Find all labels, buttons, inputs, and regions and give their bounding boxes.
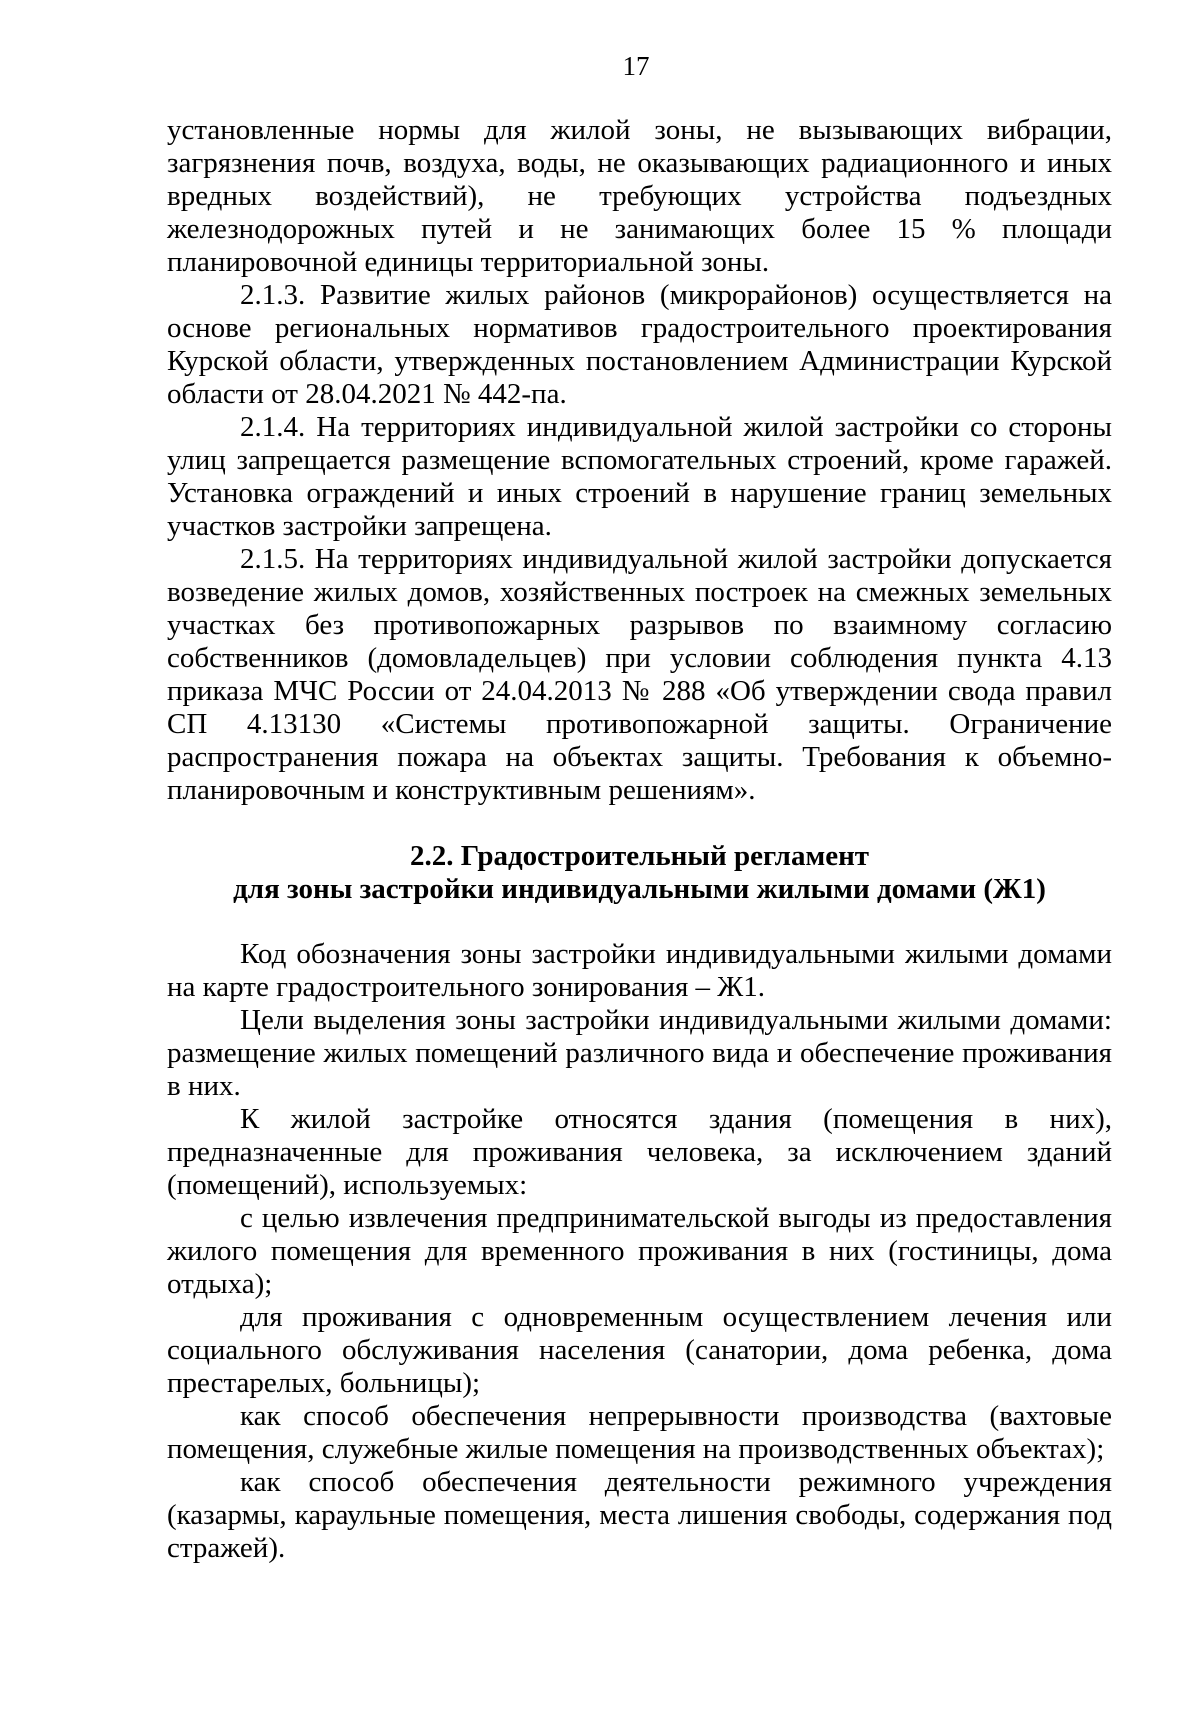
list-item-commercial: с целью извлечения предпринимательской выгоды из предоставления жилого помещения для временного проживания в них (гостиницы, дома отдыха);	[167, 1202, 1112, 1300]
paragraph-2-1-5: 2.1.5. На территориях индивидуальной жилой застройки допускается возведение жилых домов, хозяйственных построек на смежных земельных участках без противопожарных разрывов по взаимному согласию собственников (домовладельцев) при условии соблюдения пункта 4.13 приказа МЧС России от 24.04.2013 № 288 «Об утверждении свода правил СП 4.13130 «Системы противопожарной защиты. Ограничение распространения пожара на объектах защиты. Требования к объемно-планировочным и конструктивным решениям».	[167, 543, 1112, 806]
document-body	[167, 114, 1112, 1565]
list-item-regime-institution: как способ обеспечения деятельности режимного учреждения (казармы, караульные помещения, места лишения свободы, содержания под стражей).	[167, 1466, 1112, 1564]
section-heading	[167, 840, 1112, 906]
section-heading-line-1: 2.2. Градостроительный регламент	[409, 840, 870, 872]
list-item-medical: для проживания с одновременным осуществлением лечения или социального обслуживания населения (санатории, дома ребенка, дома престарелых, больницы);	[167, 1301, 1112, 1399]
list-item-production: как способ обеспечения непрерывности производства (вахтовые помещения, служебные жилые помещения на производственных объектах);	[167, 1400, 1112, 1465]
paragraph-residential-definition: К жилой застройке относятся здания (помещения в них), предназначенные для проживания человека, за исключением зданий (помещений), используемых:	[167, 1103, 1112, 1201]
paragraph-zone-code: Код обозначения зоны застройки индивидуальными жилыми домами на карте градостроительного зонирования – Ж1.	[167, 938, 1112, 1003]
page-number: 17	[622, 51, 650, 81]
paragraph-continuation: установленные нормы для жилой зоны, не вызывающих вибрации, загрязнения почв, воздуха, воды, не оказывающих радиационного и иных вредных воздействий), не требующих устройства подъездных железнодорожных путей и не занимающих более 15 % площади планировочной единицы территориальной зоны.	[167, 114, 1112, 278]
paragraph-zone-goals: Цели выделения зоны застройки индивидуальными жилыми домами: размещение жилых помещений различного вида и обеспечение проживания в них.	[167, 1004, 1112, 1102]
paragraph-2-1-4: 2.1.4. На территориях индивидуальной жилой застройки со стороны улиц запрещается размещение вспомогательных строений, кроме гаражей. Установка ограждений и иных строений в нарушение границ земельных участков застройки запрещена.	[167, 411, 1112, 542]
paragraph-2-1-3: 2.1.3. Развитие жилых районов (микрорайонов) осуществляется на основе региональных нормативов градостроительного проектирования Курской области, утвержденных постановлением Администрации Курской области от 28.04.2021 № 442-па.	[167, 279, 1112, 410]
section-heading-line-2: для зоны застройки индивидуальными жилыми домами (Ж1)	[233, 873, 1046, 905]
